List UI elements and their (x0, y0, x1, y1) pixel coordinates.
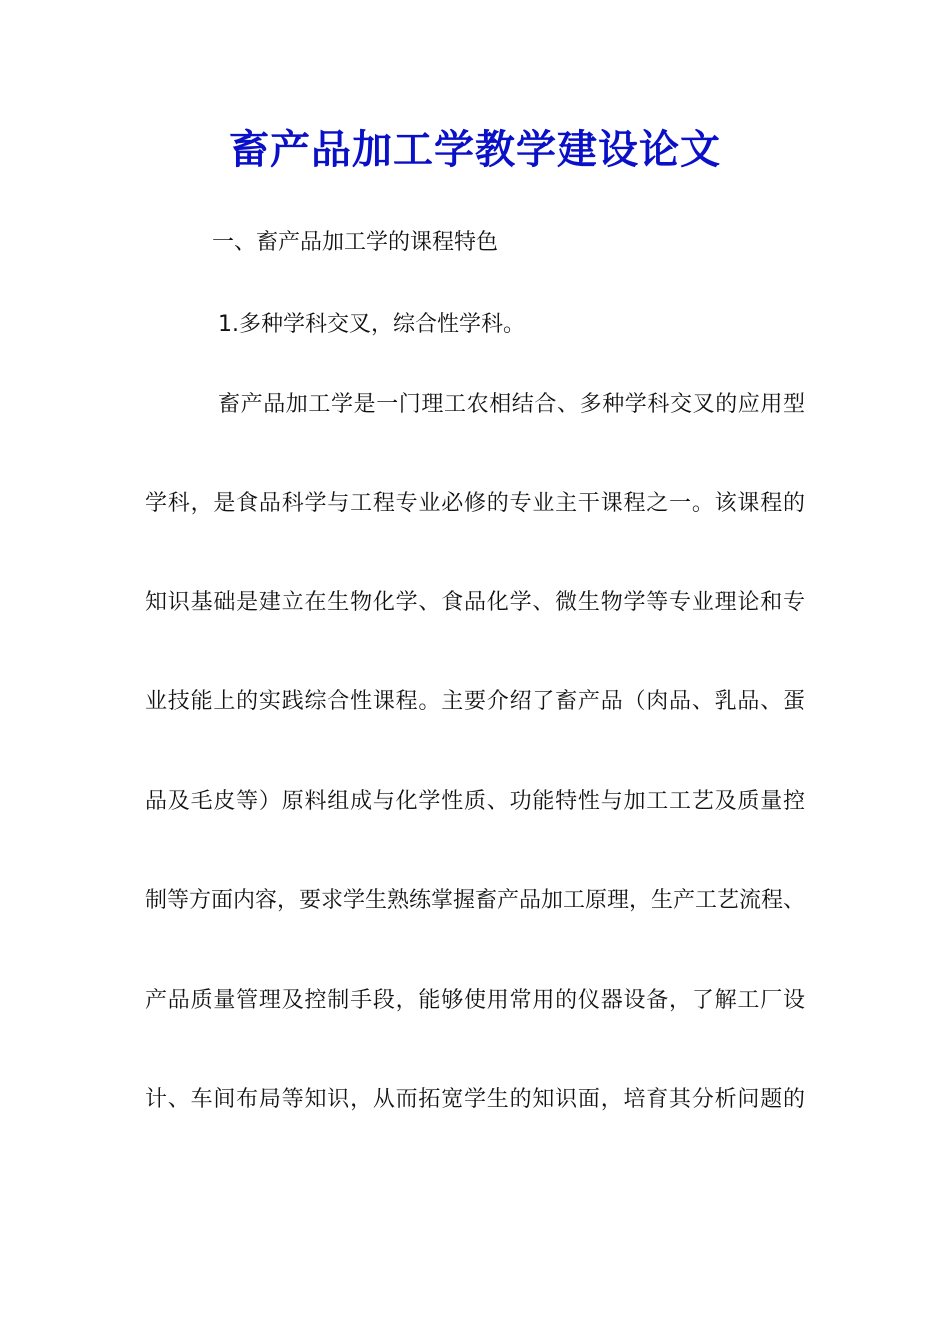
document-title: 畜产品加工学教学建设论文 (229, 126, 721, 173)
paragraph-line: 知识基础是建立在生物化学、食品化学、微生物学等专业理论和专 (145, 590, 805, 615)
section-heading: 一、畜产品加工学的课程特色 (212, 230, 499, 255)
paragraph-line: 制等方面内容，要求学生熟练掌握畜产品加工原理，生产工艺流程、 (145, 888, 806, 913)
paragraph-line: 品及毛皮等）原料组成与化学性质、功能特性与加工工艺及质量控 (145, 789, 805, 814)
subheading: 1.多种学科交叉，综合性学科。 (218, 312, 525, 337)
paragraph-line: 计、车间布局等知识，从而拓宽学生的知识面，培育其分析问题的 (145, 1087, 805, 1112)
paragraph-line: 业技能上的实践综合性课程。主要介绍了畜产品（肉品、乳品、蛋 (145, 689, 805, 714)
paragraph-line: 畜产品加工学是一门理工农相结合、多种学科交叉的应用型 (218, 392, 805, 417)
paragraph-line: 学科，是食品科学与工程专业必修的专业主干课程之一。该课程的 (145, 491, 805, 516)
paragraph-line: 产品质量管理及控制手段，能够使用常用的仪器设备，了解工厂设 (145, 988, 805, 1013)
